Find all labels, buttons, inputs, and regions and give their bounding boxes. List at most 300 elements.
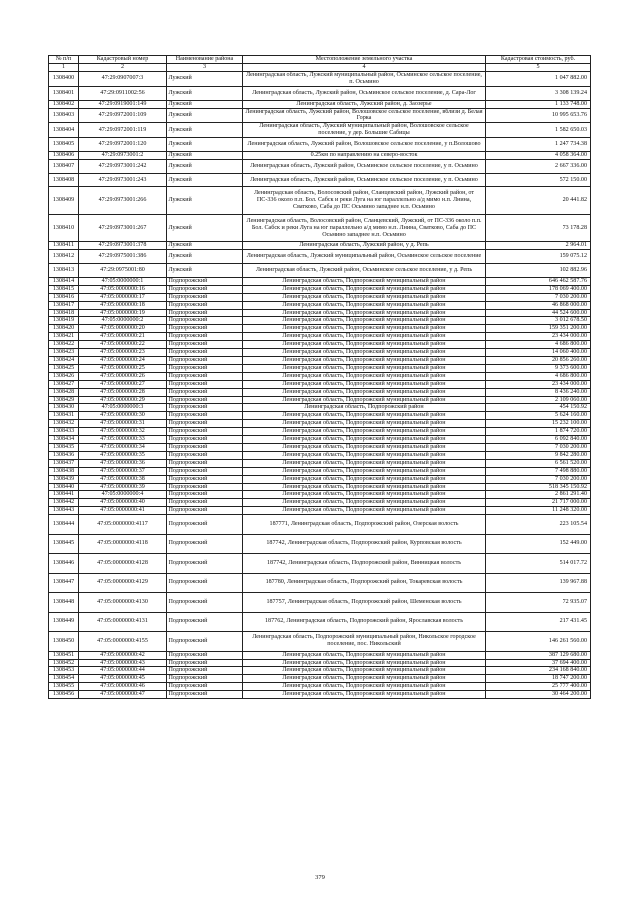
row-number: 1308449: [49, 612, 79, 632]
cadastral-number: 47:05:0000000:4118: [79, 534, 167, 554]
location: Ленинградская область, Подпорожский муниципальный район: [243, 293, 486, 301]
table-row: [49, 475, 591, 483]
location: Ленинградская область, Подпорожский муниципальный район, Никольское городское поселение, пос. Никольский: [243, 632, 486, 652]
col-number-1: 1: [49, 64, 79, 72]
district-name: Подпорожский: [167, 428, 243, 436]
location: Ленинградская область, Подпорожский муниципальный район: [243, 277, 486, 285]
cadastral-number: 47:29:0911002:56: [79, 86, 167, 100]
row-number: 1308446: [49, 554, 79, 574]
cadastral-cost: 387 129 680.00: [486, 651, 591, 659]
col-header-num: № п/п: [49, 56, 79, 64]
cadastral-cost: 514 017.72: [486, 554, 591, 574]
location: Ленинградская область, Лужский район, Волошовское сельское поселение, вблизи д. Белая Горка: [243, 108, 486, 123]
district-name: Подпорожский: [167, 349, 243, 357]
table-row: [49, 428, 591, 436]
row-number: 1308428: [49, 388, 79, 396]
cadastral-number: 47:29:0973001:2: [79, 151, 167, 159]
location: 187771, Ленинградская область, Подпорожский район, Озерская волость: [243, 515, 486, 535]
col-header-district: Наименование района: [167, 56, 243, 64]
location: Ленинградская область, Подпорожский муниципальный район: [243, 651, 486, 659]
row-number: 1308401: [49, 86, 79, 100]
district-name: Лужский: [167, 173, 243, 187]
table-row: [49, 593, 591, 613]
district-name: Подпорожский: [167, 475, 243, 483]
cadastral-cost: 72 935.07: [486, 593, 591, 613]
district-name: Подпорожский: [167, 317, 243, 325]
cadastral-number: 47:05:0000000:19: [79, 309, 167, 317]
cadastral-number: 47:29:0973001:266: [79, 187, 167, 215]
table-row: [49, 507, 591, 515]
district-name: Подпорожский: [167, 491, 243, 499]
table-row: [49, 659, 591, 667]
location: Ленинградская область, Подпорожский муниципальный район: [243, 325, 486, 333]
district-name: Подпорожский: [167, 396, 243, 404]
cadastral-number: 47:05:0000000:47: [79, 691, 167, 699]
cadastral-number: 47:29:0975001:80: [79, 264, 167, 278]
cadastral-number: 47:05:0000000:21: [79, 333, 167, 341]
location: Ленинградская область, Подпорожский муниципальный район: [243, 341, 486, 349]
cadastral-cost: 73 178.28: [486, 214, 591, 242]
district-name: Лужский: [167, 138, 243, 152]
district-name: Подпорожский: [167, 651, 243, 659]
location: Ленинградская область, Подпорожский муниципальный район: [243, 420, 486, 428]
district-name: Лужский: [167, 100, 243, 108]
table-row: [49, 72, 591, 87]
cadastral-number: 47:05:0000000:27: [79, 380, 167, 388]
row-number: 1308435: [49, 443, 79, 451]
district-name: Подпорожский: [167, 507, 243, 515]
table-row: [49, 420, 591, 428]
row-number: 1308422: [49, 341, 79, 349]
cadastral-number: 47:29:0919001:149: [79, 100, 167, 108]
district-name: Подпорожский: [167, 573, 243, 593]
cadastral-cost: 1 247 734.38: [486, 138, 591, 152]
district-name: Подпорожский: [167, 380, 243, 388]
cadastral-cost: 5 624 160.00: [486, 412, 591, 420]
district-name: Подпорожский: [167, 443, 243, 451]
table-row: [49, 138, 591, 152]
table-row: [49, 301, 591, 309]
district-name: Подпорожский: [167, 285, 243, 293]
row-number: 1308413: [49, 264, 79, 278]
cadastral-number: 47:05:0000000:24: [79, 357, 167, 365]
location: Ленинградская область, Подпорожский муниципальный район: [243, 443, 486, 451]
table-row: [49, 341, 591, 349]
row-number: 1308418: [49, 309, 79, 317]
table-row: [49, 443, 591, 451]
row-number: 1308434: [49, 436, 79, 444]
cadastral-number: 47:05:0000000:17: [79, 293, 167, 301]
table-row: [49, 100, 591, 108]
cadastral-cost: 23 434 000.00: [486, 333, 591, 341]
location: Ленинградская область, Лужский муниципальный район, Волошовское сельское поселение, у дер. Большие Сабицы: [243, 123, 486, 138]
district-name: Лужский: [167, 86, 243, 100]
cadastral-cost: 1 874 720.00: [486, 428, 591, 436]
row-number: 1308406: [49, 151, 79, 159]
cadastral-cost: 223 105.54: [486, 515, 591, 535]
table-row: [49, 388, 591, 396]
table-row: [49, 459, 591, 467]
location: Ленинградская область, Подпорожский муниципальный район: [243, 475, 486, 483]
row-number: 1308443: [49, 507, 79, 515]
location: Ленинградская область, Лужский район, Осьминское сельское поселение, д. Сара-Лог: [243, 86, 486, 100]
header-number-row: [49, 64, 591, 72]
table-row: [49, 412, 591, 420]
cadastral-number: 47:05:0000000:29: [79, 396, 167, 404]
location: Ленинградская область, Подпорожский муниципальный район: [243, 380, 486, 388]
district-name: Лужский: [167, 108, 243, 123]
row-number: 1308427: [49, 380, 79, 388]
cadastral-number: 47:29:0973001:243: [79, 173, 167, 187]
location: Ленинградская область, Подпорожский муниципальный район: [243, 412, 486, 420]
location: Ленинградская область, Подпорожский муниципальный район: [243, 483, 486, 491]
row-number: 1308441: [49, 491, 79, 499]
cadastral-number: 47:05:0000000:37: [79, 467, 167, 475]
cadastral-cost: 6 092 840.00: [486, 436, 591, 444]
cadastral-cost: 11 248 320.00: [486, 507, 591, 515]
table-row: [49, 86, 591, 100]
row-number: 1308408: [49, 173, 79, 187]
row-number: 1308417: [49, 301, 79, 309]
row-number: 1308430: [49, 404, 79, 412]
cadastral-number: 47:05:0000000:38: [79, 475, 167, 483]
district-name: Подпорожский: [167, 683, 243, 691]
cadastral-cost: 102 882.96: [486, 264, 591, 278]
district-name: Лужский: [167, 72, 243, 87]
district-name: Подпорожский: [167, 333, 243, 341]
location: Ленинградская область, Подпорожский муниципальный район: [243, 372, 486, 380]
table-row: [49, 123, 591, 138]
cadastral-number: 47:05:0000000:39: [79, 483, 167, 491]
cadastral-cost: 44 524 600.00: [486, 309, 591, 317]
row-number: 1308416: [49, 293, 79, 301]
location: Ленинградская область, Подпорожский муниципальный район: [243, 451, 486, 459]
district-name: Подпорожский: [167, 467, 243, 475]
location: Ленинградская область, Подпорожский муниципальный район: [243, 301, 486, 309]
location: Ленинградская область, Лужский район, д. Заозерье: [243, 100, 486, 108]
cadastral-number: 47:05:0000000:25: [79, 364, 167, 372]
cadastral-cost: 3 308 139.24: [486, 86, 591, 100]
location: Ленинградская область, Подпорожский муниципальный район: [243, 285, 486, 293]
cadastral-cost: 454 150.92: [486, 404, 591, 412]
location: Ленинградская область, Подпорожский муниципальный район: [243, 659, 486, 667]
col-header-cost: Кадастровая стоимость, руб.: [486, 56, 591, 64]
cadastral-cost: 1 047 882.00: [486, 72, 591, 87]
table-row: [49, 499, 591, 507]
col-header-location: Местоположение земельного участка: [243, 56, 486, 64]
location: Ленинградская область, Подпорожский муниципальный район: [243, 388, 486, 396]
table-row: [49, 380, 591, 388]
district-name: Подпорожский: [167, 357, 243, 365]
district-name: Подпорожский: [167, 675, 243, 683]
table-row: [49, 317, 591, 325]
row-number: 1308432: [49, 420, 79, 428]
district-name: Подпорожский: [167, 554, 243, 574]
row-number: 1308438: [49, 467, 79, 475]
row-number: 1308420: [49, 325, 79, 333]
cadastral-cost: 1 582 650.03: [486, 123, 591, 138]
cadastral-cost: 139 967.88: [486, 573, 591, 593]
row-number: 1308404: [49, 123, 79, 138]
district-name: Подпорожский: [167, 612, 243, 632]
table-row: [49, 404, 591, 412]
district-name: Лужский: [167, 214, 243, 242]
cadastral-number: 47:05:0000000:4131: [79, 612, 167, 632]
cadastral-cost: 10 995 653.76: [486, 108, 591, 123]
cadastral-cost: 7 030 200.00: [486, 475, 591, 483]
district-name: Лужский: [167, 264, 243, 278]
location: Ленинградская область, Подпорожский муниципальный район: [243, 683, 486, 691]
cadastral-number: 47:05:0000000:1: [79, 277, 167, 285]
cadastral-cost: 15 232 100.00: [486, 420, 591, 428]
cadastral-cost: 46 868 000.00: [486, 301, 591, 309]
row-number: 1308453: [49, 667, 79, 675]
district-name: Подпорожский: [167, 420, 243, 428]
cadastral-number: 47:05:0000000:43: [79, 659, 167, 667]
table-row: [49, 667, 591, 675]
cadastral-cost: 518 345 150.92: [486, 483, 591, 491]
row-number: 1308424: [49, 357, 79, 365]
district-name: Подпорожский: [167, 667, 243, 675]
document-page: [48, 55, 590, 699]
cadastral-cost: 30 464 200.00: [486, 691, 591, 699]
cadastral-cost: 14 060 400.00: [486, 349, 591, 357]
table-row: [49, 285, 591, 293]
table-row: [49, 612, 591, 632]
cadastral-number: 47:29:0973001:378: [79, 242, 167, 250]
table-row: [49, 396, 591, 404]
cadastral-number: 47:05:0000000:4130: [79, 593, 167, 613]
location: Ленинградская область, Подпорожский муниципальный район: [243, 491, 486, 499]
cadastral-cost: 3 012 678.50: [486, 317, 591, 325]
cadastral-number: 47:05:0000000:4117: [79, 515, 167, 535]
table-row: [49, 451, 591, 459]
row-number: 1308414: [49, 277, 79, 285]
cadastral-cost: 4 058 364.00: [486, 151, 591, 159]
cadastral-cost: 6 561 520.00: [486, 459, 591, 467]
row-number: 1308452: [49, 659, 79, 667]
col-number-4: 4: [243, 64, 486, 72]
table-row: [49, 151, 591, 159]
district-name: Лужский: [167, 250, 243, 264]
row-number: 1308426: [49, 372, 79, 380]
table-row: [49, 108, 591, 123]
table-row: [49, 333, 591, 341]
cadastral-cost: 1 133 748.00: [486, 100, 591, 108]
location: Ленинградская область, Лужский район, Осьминское сельское поселение, у п. Осьмино: [243, 159, 486, 173]
location: Ленинградская область, Волосовский район, Сланцевский район, Лужский район, от ПС-336 около п.п. Бол. Сабск и реки Луга на юг параллельно а/д мимо н.п. Лнина, Сватково, Саба до ПС Осьмино западнее н.п. Осьмино: [243, 187, 486, 215]
cadastral-number: 47:05:0000000:33: [79, 436, 167, 444]
district-name: Лужский: [167, 123, 243, 138]
district-name: Лужский: [167, 187, 243, 215]
table-row: [49, 651, 591, 659]
row-number: 1308425: [49, 364, 79, 372]
location: Ленинградская область, Лужский район, Осьминское сельское поселение, у д. Репь: [243, 264, 486, 278]
row-number: 1308456: [49, 691, 79, 699]
page-number: 379: [315, 874, 325, 881]
col-header-cadastral-number: Кадастровый номер: [79, 56, 167, 64]
table-row: [49, 214, 591, 242]
cadastral-number: 47:05:0000000:31: [79, 420, 167, 428]
location: Ленинградская область, Подпорожский муниципальный район: [243, 317, 486, 325]
row-number: 1308437: [49, 459, 79, 467]
location: Ленинградская область, Подпорожский муниципальный район: [243, 428, 486, 436]
cadastral-cost: 21 717 000.00: [486, 499, 591, 507]
row-number: 1308445: [49, 534, 79, 554]
cadastral-cost: 234 168 840.00: [486, 667, 591, 675]
cadastral-number: 47:05:0000000:35: [79, 451, 167, 459]
cadastral-cost: 646 462 587.76: [486, 277, 591, 285]
cadastral-number: 47:05:0000000:4155: [79, 632, 167, 652]
row-number: 1308405: [49, 138, 79, 152]
cadastral-number: 47:05:0000000:18: [79, 301, 167, 309]
cadastral-number: 47:05:0000000:20: [79, 325, 167, 333]
cadastral-number: 47:05:0000000:32: [79, 428, 167, 436]
row-number: 1308448: [49, 593, 79, 613]
cadastral-cost: 8 436 240.00: [486, 388, 591, 396]
location: Ленинградская область, Подпорожский муниципальный район: [243, 667, 486, 675]
cadastral-number: 47:05:0000000:45: [79, 675, 167, 683]
cadastral-cost: 7 030 200.00: [486, 443, 591, 451]
row-number: 1308403: [49, 108, 79, 123]
cadastral-cost: 2 964.01: [486, 242, 591, 250]
district-name: Подпорожский: [167, 277, 243, 285]
col-number-2: 2: [79, 64, 167, 72]
district-name: Подпорожский: [167, 659, 243, 667]
location: Ленинградская область, Подпорожский район: [243, 404, 486, 412]
location: Ленинградская область, Подпорожский муниципальный район: [243, 459, 486, 467]
district-name: Подпорожский: [167, 436, 243, 444]
table-row: [49, 483, 591, 491]
location: Ленинградская область, Подпорожский муниципальный район: [243, 396, 486, 404]
district-name: Подпорожский: [167, 499, 243, 507]
cadastral-number: 47:05:0000000:30: [79, 412, 167, 420]
cadastral-number: 47:29:0973001:267: [79, 214, 167, 242]
location: Ленинградская область, Волосовский район, Сланцевский, Лужский, от ПС-336 около п.п. Бол. Сабск и реки Луга на юг параллельно а/д мимо н.п. Лнина, Сватково, Саба до ПС Осьмино западнее н.п. Осьмино: [243, 214, 486, 242]
table-row: [49, 683, 591, 691]
cadastral-number: 47:29:0975001:386: [79, 250, 167, 264]
district-name: Подпорожский: [167, 691, 243, 699]
table-row: [49, 467, 591, 475]
table-row: [49, 250, 591, 264]
table-row: [49, 357, 591, 365]
location: Ленинградская область, Лужский муниципальный район, Осьминское сельское поселение: [243, 250, 486, 264]
district-name: Подпорожский: [167, 341, 243, 349]
district-name: Подпорожский: [167, 459, 243, 467]
cadastral-number: 47:05:0000000:42: [79, 651, 167, 659]
cadastral-cost: 2 109 060.00: [486, 396, 591, 404]
cadastral-number: 47:05:0000000:36: [79, 459, 167, 467]
location: Ленинградская область, Подпорожский муниципальный район: [243, 357, 486, 365]
location: Ленинградская область, Подпорожский муниципальный район: [243, 364, 486, 372]
cadastral-number: 47:05:0000000:46: [79, 683, 167, 691]
cadastral-number: 47:05:0000000:4128: [79, 554, 167, 574]
cadastral-number: 47:05:0000000:23: [79, 349, 167, 357]
location: Ленинградская область, Подпорожский муниципальный район: [243, 499, 486, 507]
row-number: 1308423: [49, 349, 79, 357]
row-number: 1308410: [49, 214, 79, 242]
cadastral-number: 47:29:0972001:119: [79, 123, 167, 138]
table-row: [49, 675, 591, 683]
cadastral-number: 47:05:0000000:2: [79, 317, 167, 325]
cadastral-cost: 4 686 800.00: [486, 341, 591, 349]
table-row: [49, 364, 591, 372]
cadastral-number: 47:05:0000000:22: [79, 341, 167, 349]
row-number: 1308419: [49, 317, 79, 325]
table-row: [49, 554, 591, 574]
col-number-5: 5: [486, 64, 591, 72]
table-row: [49, 242, 591, 250]
location: Ленинградская область, Подпорожский муниципальный район: [243, 349, 486, 357]
cadastral-cost: 9 373 600.00: [486, 364, 591, 372]
district-name: Подпорожский: [167, 364, 243, 372]
header-row: [49, 56, 591, 64]
row-number: 1308411: [49, 242, 79, 250]
row-number: 1308402: [49, 100, 79, 108]
district-name: Подпорожский: [167, 404, 243, 412]
cadastral-cost: 572 150.00: [486, 173, 591, 187]
location: 187780, Ленинградская область, Подпорожский район, Токаревская волость: [243, 573, 486, 593]
district-name: Лужский: [167, 151, 243, 159]
row-number: 1308412: [49, 250, 79, 264]
cadastral-cost: 20 441.82: [486, 187, 591, 215]
cadastral-cost: 9 842 280.00: [486, 451, 591, 459]
cadastral-number: 47:29:0973001:242: [79, 159, 167, 173]
location: Ленинградская область, Подпорожский муниципальный район: [243, 467, 486, 475]
table-row: [49, 573, 591, 593]
row-number: 1308450: [49, 632, 79, 652]
location: 0.25км по направлению на северо-восток: [243, 151, 486, 159]
table-row: [49, 293, 591, 301]
location: Ленинградская область, Лужский район, Осьминское сельское поселение, у п. Осьмино: [243, 173, 486, 187]
district-name: Подпорожский: [167, 388, 243, 396]
location: Ленинградская область, Подпорожский муниципальный район: [243, 507, 486, 515]
table-row: [49, 372, 591, 380]
row-number: 1308436: [49, 451, 79, 459]
cadastral-number: 47:05:0000000:44: [79, 667, 167, 675]
row-number: 1308451: [49, 651, 79, 659]
table-row: [49, 277, 591, 285]
row-number: 1308421: [49, 333, 79, 341]
cadastral-number: 47:05:0000000:41: [79, 507, 167, 515]
cadastral-cost: 4 686 800.00: [486, 372, 591, 380]
district-name: Лужский: [167, 242, 243, 250]
row-number: 1308433: [49, 428, 79, 436]
table-row: [49, 534, 591, 554]
cadastral-cost: 37 694 400.00: [486, 659, 591, 667]
row-number: 1308415: [49, 285, 79, 293]
location: Ленинградская область, Лужский муниципальный район, Осьминское сельское поселение, п. Осьмино: [243, 72, 486, 87]
location: Ленинградская область, Подпорожский муниципальный район: [243, 675, 486, 683]
row-number: 1308447: [49, 573, 79, 593]
district-name: Подпорожский: [167, 412, 243, 420]
cadastral-table: [48, 55, 591, 699]
district-name: Подпорожский: [167, 293, 243, 301]
cadastral-cost: 2 861 291.40: [486, 491, 591, 499]
district-name: Подпорожский: [167, 515, 243, 535]
table-row: [49, 515, 591, 535]
row-number: 1308431: [49, 412, 79, 420]
cadastral-cost: 217 431.45: [486, 612, 591, 632]
table-row: [49, 264, 591, 278]
table-row: [49, 632, 591, 652]
cadastral-number: 47:05:0000000:4: [79, 491, 167, 499]
cadastral-number: 47:05:0000000:28: [79, 388, 167, 396]
row-number: 1308455: [49, 683, 79, 691]
row-number: 1308439: [49, 475, 79, 483]
cadastral-cost: 25 777 400.00: [486, 683, 591, 691]
district-name: Подпорожский: [167, 325, 243, 333]
